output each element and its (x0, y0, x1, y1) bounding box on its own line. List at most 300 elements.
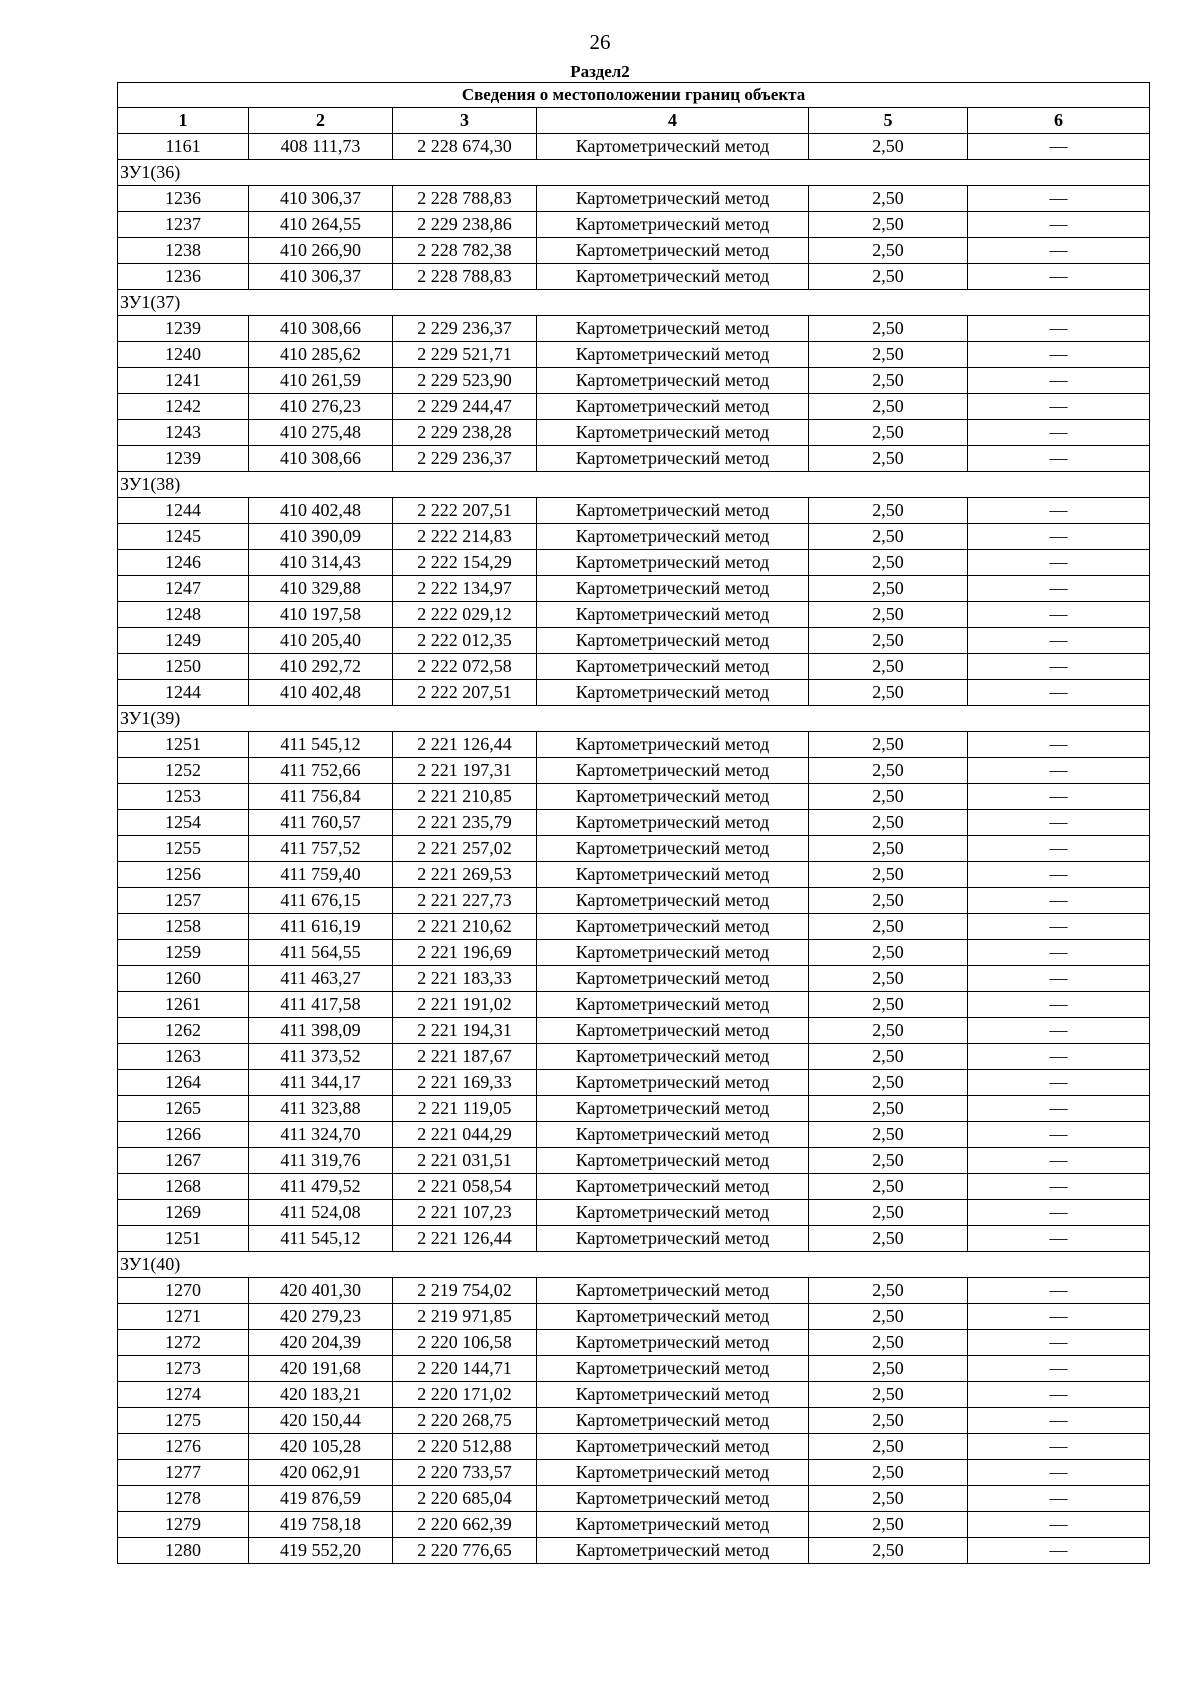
point-id-cell: 1279 (118, 1512, 249, 1538)
table-row (118, 1174, 1150, 1200)
section-title: Раздел2 (570, 62, 630, 81)
accuracy-cell: 2,50 (809, 316, 968, 342)
point-id-cell: 1266 (118, 1122, 249, 1148)
y-coordinate-cell: 2 220 512,88 (393, 1434, 537, 1460)
accuracy-cell: 2,50 (809, 394, 968, 420)
note-cell: — (968, 1148, 1150, 1174)
note-cell: — (968, 784, 1150, 810)
point-id-cell: 1251 (118, 732, 249, 758)
point-id-cell: 1246 (118, 550, 249, 576)
x-coordinate-cell: 419 876,59 (249, 1486, 393, 1512)
point-id-cell: 1244 (118, 680, 249, 706)
y-coordinate-cell: 2 221 235,79 (393, 810, 537, 836)
note-cell: — (968, 446, 1150, 472)
y-coordinate-cell: 2 221 031,51 (393, 1148, 537, 1174)
table-row (118, 810, 1150, 836)
table-row (118, 1538, 1150, 1564)
x-coordinate-cell: 410 306,37 (249, 264, 393, 290)
page-number: 26 (589, 30, 611, 54)
note-cell: — (968, 550, 1150, 576)
y-coordinate-cell: 2 221 169,33 (393, 1070, 537, 1096)
x-coordinate-cell: 410 402,48 (249, 498, 393, 524)
group-label: ЗУ1(39) (118, 706, 1150, 732)
note-cell: — (968, 394, 1150, 420)
table-row (118, 992, 1150, 1018)
y-coordinate-cell: 2 229 523,90 (393, 368, 537, 394)
table-row (118, 550, 1150, 576)
y-coordinate-cell: 2 220 171,02 (393, 1382, 537, 1408)
note-cell: — (968, 1356, 1150, 1382)
group-label: ЗУ1(40) (118, 1252, 1150, 1278)
y-coordinate-cell: 2 221 126,44 (393, 1226, 537, 1252)
table-row (118, 1278, 1150, 1304)
table-row (118, 940, 1150, 966)
point-id-cell: 1278 (118, 1486, 249, 1512)
point-id-cell: 1273 (118, 1356, 249, 1382)
x-coordinate-cell: 411 524,08 (249, 1200, 393, 1226)
point-id-cell: 1262 (118, 1018, 249, 1044)
accuracy-cell: 2,50 (809, 186, 968, 212)
method-cell: Картометрический метод (537, 784, 809, 810)
x-coordinate-cell: 410 261,59 (249, 368, 393, 394)
point-id-cell: 1238 (118, 238, 249, 264)
table-caption: Сведения о местоположении границ объекта (118, 83, 1150, 108)
accuracy-cell: 2,50 (809, 966, 968, 992)
table-row (118, 576, 1150, 602)
x-coordinate-cell: 410 197,58 (249, 602, 393, 628)
table-row (118, 524, 1150, 550)
table-row (118, 1408, 1150, 1434)
point-id-cell: 1268 (118, 1174, 249, 1200)
accuracy-cell: 2,50 (809, 758, 968, 784)
accuracy-cell: 2,50 (809, 1408, 968, 1434)
x-coordinate-cell: 410 308,66 (249, 446, 393, 472)
accuracy-cell: 2,50 (809, 732, 968, 758)
y-coordinate-cell: 2 220 733,57 (393, 1460, 537, 1486)
y-coordinate-cell: 2 221 119,05 (393, 1096, 537, 1122)
point-id-cell: 1258 (118, 914, 249, 940)
accuracy-cell: 2,50 (809, 810, 968, 836)
method-cell: Картометрический метод (537, 498, 809, 524)
accuracy-cell: 2,50 (809, 1434, 968, 1460)
table-row (118, 1018, 1150, 1044)
table-row (118, 732, 1150, 758)
accuracy-cell: 2,50 (809, 654, 968, 680)
note-cell: — (968, 966, 1150, 992)
method-cell: Картометрический метод (537, 264, 809, 290)
table-row (118, 1200, 1150, 1226)
note-cell: — (968, 186, 1150, 212)
x-coordinate-cell: 411 323,88 (249, 1096, 393, 1122)
method-cell: Картометрический метод (537, 524, 809, 550)
column-header-1: 1 (118, 108, 249, 134)
note-cell: — (968, 888, 1150, 914)
table-row (118, 1226, 1150, 1252)
method-cell: Картометрический метод (537, 1200, 809, 1226)
accuracy-cell: 2,50 (809, 888, 968, 914)
method-cell: Картометрический метод (537, 1148, 809, 1174)
table-row (118, 498, 1150, 524)
point-id-cell: 1277 (118, 1460, 249, 1486)
note-cell: — (968, 1278, 1150, 1304)
accuracy-cell: 2,50 (809, 1148, 968, 1174)
note-cell: — (968, 134, 1150, 160)
point-id-cell: 1244 (118, 498, 249, 524)
table-row (118, 1330, 1150, 1356)
point-id-cell: 1280 (118, 1538, 249, 1564)
y-coordinate-cell: 2 228 788,83 (393, 264, 537, 290)
y-coordinate-cell: 2 221 194,31 (393, 1018, 537, 1044)
note-cell: — (968, 264, 1150, 290)
point-id-cell: 1254 (118, 810, 249, 836)
point-id-cell: 1259 (118, 940, 249, 966)
group-row (118, 160, 1150, 186)
note-cell: — (968, 654, 1150, 680)
point-id-cell: 1245 (118, 524, 249, 550)
point-id-cell: 1251 (118, 1226, 249, 1252)
x-coordinate-cell: 410 308,66 (249, 316, 393, 342)
x-coordinate-cell: 410 275,48 (249, 420, 393, 446)
method-cell: Картометрический метод (537, 1460, 809, 1486)
method-cell: Картометрический метод (537, 394, 809, 420)
method-cell: Картометрический метод (537, 628, 809, 654)
y-coordinate-cell: 2 228 788,83 (393, 186, 537, 212)
x-coordinate-cell: 411 545,12 (249, 732, 393, 758)
note-cell: — (968, 1174, 1150, 1200)
table-row (118, 1122, 1150, 1148)
method-cell: Картометрический метод (537, 1122, 809, 1148)
note-cell: — (968, 1044, 1150, 1070)
column-header-3: 3 (393, 108, 537, 134)
point-id-cell: 1250 (118, 654, 249, 680)
table-row (118, 342, 1150, 368)
y-coordinate-cell: 2 221 058,54 (393, 1174, 537, 1200)
method-cell: Картометрический метод (537, 368, 809, 394)
table-row (118, 394, 1150, 420)
y-coordinate-cell: 2 221 227,73 (393, 888, 537, 914)
accuracy-cell: 2,50 (809, 836, 968, 862)
table-row (118, 602, 1150, 628)
y-coordinate-cell: 2 229 238,86 (393, 212, 537, 238)
note-cell: — (968, 498, 1150, 524)
y-coordinate-cell: 2 222 207,51 (393, 498, 537, 524)
method-cell: Картометрический метод (537, 992, 809, 1018)
accuracy-cell: 2,50 (809, 524, 968, 550)
note-cell: — (968, 1538, 1150, 1564)
x-coordinate-cell: 410 314,43 (249, 550, 393, 576)
method-cell: Картометрический метод (537, 888, 809, 914)
method-cell: Картометрический метод (537, 602, 809, 628)
method-cell: Картометрический метод (537, 550, 809, 576)
accuracy-cell: 2,50 (809, 1460, 968, 1486)
y-coordinate-cell: 2 222 012,35 (393, 628, 537, 654)
note-cell: — (968, 1434, 1150, 1460)
accuracy-cell: 2,50 (809, 1304, 968, 1330)
x-coordinate-cell: 410 306,37 (249, 186, 393, 212)
note-cell: — (968, 862, 1150, 888)
method-cell: Картометрический метод (537, 914, 809, 940)
group-label: ЗУ1(38) (118, 472, 1150, 498)
x-coordinate-cell: 411 463,27 (249, 966, 393, 992)
table-row (118, 1486, 1150, 1512)
y-coordinate-cell: 2 229 521,71 (393, 342, 537, 368)
y-coordinate-cell: 2 220 662,39 (393, 1512, 537, 1538)
note-cell: — (968, 1512, 1150, 1538)
note-cell: — (968, 1070, 1150, 1096)
x-coordinate-cell: 411 373,52 (249, 1044, 393, 1070)
note-cell: — (968, 342, 1150, 368)
method-cell: Картометрический метод (537, 1408, 809, 1434)
method-cell: Картометрический метод (537, 1070, 809, 1096)
method-cell: Картометрический метод (537, 134, 809, 160)
accuracy-cell: 2,50 (809, 368, 968, 394)
method-cell: Картометрический метод (537, 1096, 809, 1122)
group-row (118, 472, 1150, 498)
accuracy-cell: 2,50 (809, 628, 968, 654)
method-cell: Картометрический метод (537, 1434, 809, 1460)
column-header-5: 5 (809, 108, 968, 134)
table-row (118, 238, 1150, 264)
table-row (118, 1070, 1150, 1096)
y-coordinate-cell: 2 228 782,38 (393, 238, 537, 264)
point-id-cell: 1274 (118, 1382, 249, 1408)
y-coordinate-cell: 2 222 207,51 (393, 680, 537, 706)
x-coordinate-cell: 420 401,30 (249, 1278, 393, 1304)
table-row (118, 1148, 1150, 1174)
column-header-2: 2 (249, 108, 393, 134)
accuracy-cell: 2,50 (809, 1278, 968, 1304)
method-cell: Картометрический метод (537, 1018, 809, 1044)
x-coordinate-cell: 420 062,91 (249, 1460, 393, 1486)
column-header-6: 6 (968, 108, 1150, 134)
note-cell: — (968, 732, 1150, 758)
accuracy-cell: 2,50 (809, 264, 968, 290)
y-coordinate-cell: 2 221 196,69 (393, 940, 537, 966)
method-cell: Картометрический метод (537, 212, 809, 238)
table-row (118, 888, 1150, 914)
method-cell: Картометрический метод (537, 1512, 809, 1538)
boundary-table (117, 82, 1150, 1564)
y-coordinate-cell: 2 229 238,28 (393, 420, 537, 446)
method-cell: Картометрический метод (537, 1382, 809, 1408)
method-cell: Картометрический метод (537, 420, 809, 446)
x-coordinate-cell: 420 105,28 (249, 1434, 393, 1460)
note-cell: — (968, 1226, 1150, 1252)
y-coordinate-cell: 2 228 674,30 (393, 134, 537, 160)
point-id-cell: 1252 (118, 758, 249, 784)
accuracy-cell: 2,50 (809, 1018, 968, 1044)
note-cell: — (968, 420, 1150, 446)
note-cell: — (968, 1096, 1150, 1122)
x-coordinate-cell: 411 756,84 (249, 784, 393, 810)
method-cell: Картометрический метод (537, 966, 809, 992)
group-label: ЗУ1(37) (118, 290, 1150, 316)
note-cell: — (968, 810, 1150, 836)
note-cell: — (968, 1122, 1150, 1148)
y-coordinate-cell: 2 222 214,83 (393, 524, 537, 550)
table-row (118, 628, 1150, 654)
y-coordinate-cell: 2 219 754,02 (393, 1278, 537, 1304)
table-row (118, 212, 1150, 238)
x-coordinate-cell: 411 759,40 (249, 862, 393, 888)
table-row (118, 680, 1150, 706)
method-cell: Картометрический метод (537, 446, 809, 472)
point-id-cell: 1276 (118, 1434, 249, 1460)
point-id-cell: 1253 (118, 784, 249, 810)
table-row (118, 784, 1150, 810)
y-coordinate-cell: 2 220 268,75 (393, 1408, 537, 1434)
x-coordinate-cell: 411 616,19 (249, 914, 393, 940)
method-cell: Картометрический метод (537, 1304, 809, 1330)
accuracy-cell: 2,50 (809, 550, 968, 576)
point-id-cell: 1256 (118, 862, 249, 888)
note-cell: — (968, 1018, 1150, 1044)
y-coordinate-cell: 2 222 029,12 (393, 602, 537, 628)
table-row (118, 1356, 1150, 1382)
x-coordinate-cell: 420 183,21 (249, 1382, 393, 1408)
x-coordinate-cell: 411 676,15 (249, 888, 393, 914)
accuracy-cell: 2,50 (809, 1486, 968, 1512)
table-row (118, 654, 1150, 680)
y-coordinate-cell: 2 221 210,85 (393, 784, 537, 810)
method-cell: Картометрический метод (537, 1486, 809, 1512)
y-coordinate-cell: 2 220 106,58 (393, 1330, 537, 1356)
y-coordinate-cell: 2 221 257,02 (393, 836, 537, 862)
accuracy-cell: 2,50 (809, 420, 968, 446)
accuracy-cell: 2,50 (809, 940, 968, 966)
x-coordinate-cell: 408 111,73 (249, 134, 393, 160)
x-coordinate-cell: 419 758,18 (249, 1512, 393, 1538)
accuracy-cell: 2,50 (809, 1122, 968, 1148)
y-coordinate-cell: 2 220 144,71 (393, 1356, 537, 1382)
method-cell: Картометрический метод (537, 576, 809, 602)
method-cell: Картометрический метод (537, 1174, 809, 1200)
note-cell: — (968, 576, 1150, 602)
y-coordinate-cell: 2 221 197,31 (393, 758, 537, 784)
y-coordinate-cell: 2 221 187,67 (393, 1044, 537, 1070)
point-id-cell: 1239 (118, 446, 249, 472)
table-row (118, 966, 1150, 992)
x-coordinate-cell: 411 479,52 (249, 1174, 393, 1200)
x-coordinate-cell: 410 285,62 (249, 342, 393, 368)
point-id-cell: 1269 (118, 1200, 249, 1226)
point-id-cell: 1270 (118, 1278, 249, 1304)
accuracy-cell: 2,50 (809, 1512, 968, 1538)
table-row (118, 1044, 1150, 1070)
x-coordinate-cell: 411 545,12 (249, 1226, 393, 1252)
x-coordinate-cell: 411 752,66 (249, 758, 393, 784)
accuracy-cell: 2,50 (809, 680, 968, 706)
column-header-row (118, 108, 1150, 134)
method-cell: Картометрический метод (537, 810, 809, 836)
method-cell: Картометрический метод (537, 1330, 809, 1356)
method-cell: Картометрический метод (537, 186, 809, 212)
x-coordinate-cell: 411 398,09 (249, 1018, 393, 1044)
x-coordinate-cell: 410 402,48 (249, 680, 393, 706)
y-coordinate-cell: 2 221 269,53 (393, 862, 537, 888)
point-id-cell: 1265 (118, 1096, 249, 1122)
y-coordinate-cell: 2 220 685,04 (393, 1486, 537, 1512)
x-coordinate-cell: 419 552,20 (249, 1538, 393, 1564)
x-coordinate-cell: 420 204,39 (249, 1330, 393, 1356)
x-coordinate-cell: 410 329,88 (249, 576, 393, 602)
point-id-cell: 1275 (118, 1408, 249, 1434)
note-cell: — (968, 1330, 1150, 1356)
note-cell: — (968, 940, 1150, 966)
point-id-cell: 1236 (118, 264, 249, 290)
point-id-cell: 1247 (118, 576, 249, 602)
group-row (118, 1252, 1150, 1278)
point-id-cell: 1237 (118, 212, 249, 238)
accuracy-cell: 2,50 (809, 1070, 968, 1096)
note-cell: — (968, 1408, 1150, 1434)
point-id-cell: 1255 (118, 836, 249, 862)
table-row (118, 1512, 1150, 1538)
x-coordinate-cell: 410 276,23 (249, 394, 393, 420)
point-id-cell: 1249 (118, 628, 249, 654)
table-row (118, 368, 1150, 394)
method-cell: Картометрический метод (537, 940, 809, 966)
note-cell: — (968, 1200, 1150, 1226)
x-coordinate-cell: 411 417,58 (249, 992, 393, 1018)
column-header-4: 4 (537, 108, 809, 134)
x-coordinate-cell: 411 564,55 (249, 940, 393, 966)
y-coordinate-cell: 2 221 044,29 (393, 1122, 537, 1148)
x-coordinate-cell: 410 390,09 (249, 524, 393, 550)
accuracy-cell: 2,50 (809, 446, 968, 472)
table-row (118, 186, 1150, 212)
y-coordinate-cell: 2 221 191,02 (393, 992, 537, 1018)
note-cell: — (968, 628, 1150, 654)
note-cell: — (968, 914, 1150, 940)
method-cell: Картометрический метод (537, 862, 809, 888)
method-cell: Картометрический метод (537, 1278, 809, 1304)
x-coordinate-cell: 411 344,17 (249, 1070, 393, 1096)
x-coordinate-cell: 420 191,68 (249, 1356, 393, 1382)
y-coordinate-cell: 2 221 126,44 (393, 732, 537, 758)
accuracy-cell: 2,50 (809, 914, 968, 940)
method-cell: Картометрический метод (537, 680, 809, 706)
accuracy-cell: 2,50 (809, 784, 968, 810)
method-cell: Картометрический метод (537, 1226, 809, 1252)
point-id-cell: 1260 (118, 966, 249, 992)
point-id-cell: 1243 (118, 420, 249, 446)
table-row (118, 862, 1150, 888)
x-coordinate-cell: 410 266,90 (249, 238, 393, 264)
accuracy-cell: 2,50 (809, 862, 968, 888)
point-id-cell: 1263 (118, 1044, 249, 1070)
table-row (118, 914, 1150, 940)
table-row (118, 134, 1150, 160)
note-cell: — (968, 602, 1150, 628)
y-coordinate-cell: 2 229 236,37 (393, 446, 537, 472)
method-cell: Картометрический метод (537, 836, 809, 862)
note-cell: — (968, 212, 1150, 238)
y-coordinate-cell: 2 219 971,85 (393, 1304, 537, 1330)
table-row (118, 1304, 1150, 1330)
accuracy-cell: 2,50 (809, 1382, 968, 1408)
accuracy-cell: 2,50 (809, 602, 968, 628)
group-label: ЗУ1(36) (118, 160, 1150, 186)
table-row (118, 446, 1150, 472)
x-coordinate-cell: 411 324,70 (249, 1122, 393, 1148)
x-coordinate-cell: 410 292,72 (249, 654, 393, 680)
note-cell: — (968, 1486, 1150, 1512)
accuracy-cell: 2,50 (809, 992, 968, 1018)
x-coordinate-cell: 410 205,40 (249, 628, 393, 654)
point-id-cell: 1257 (118, 888, 249, 914)
note-cell: — (968, 758, 1150, 784)
